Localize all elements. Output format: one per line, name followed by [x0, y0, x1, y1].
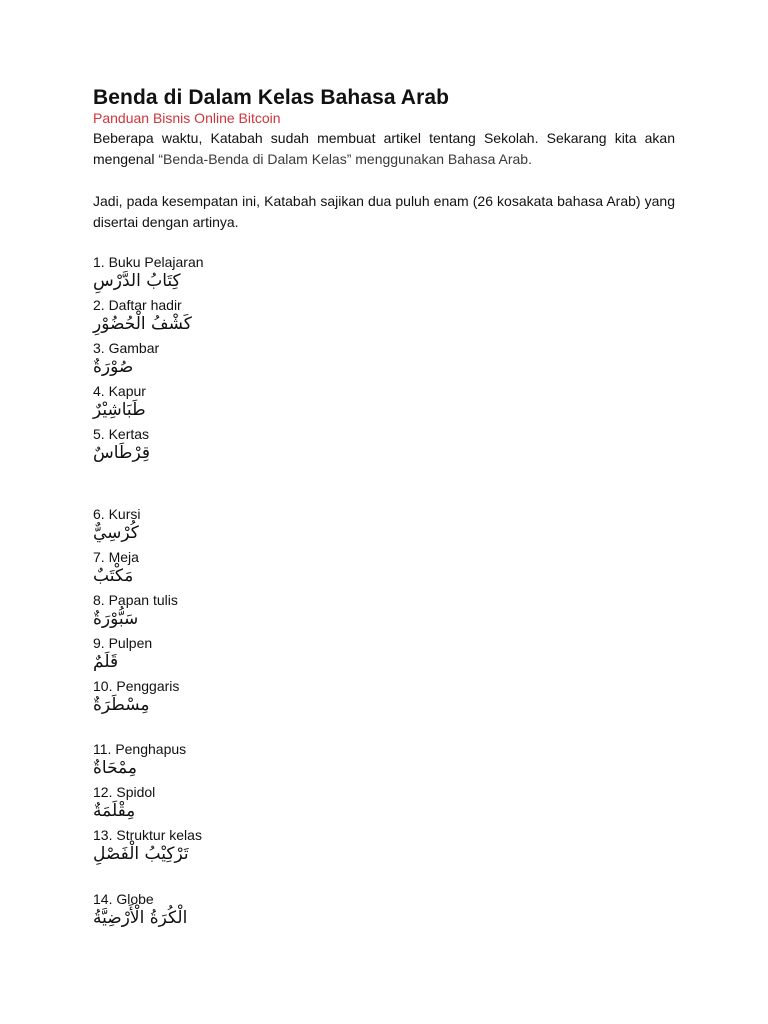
vocab-label: 5. Kertas	[93, 426, 150, 442]
vocab-label: 7. Meja	[93, 549, 139, 565]
vocab-arabic: مِمْحَاةٌ	[93, 758, 137, 778]
intro-quote: “Benda-Benda di Dalam Kelas” menggunakan Bahasa Arab.	[158, 151, 532, 167]
vocab-arabic: كُرْسِيٌّ	[93, 523, 139, 543]
vocab-item	[93, 340, 393, 378]
vocab-item	[93, 592, 393, 630]
vocab-arabic: كِتَابُ الدَّرْسِ	[93, 271, 181, 291]
intro-paragraph-2: Jadi, pada kesempatan ini, Katabah sajikan dua puluh enam (26 kosakata bahasa Arab) yang disertai dengan artinya.	[93, 193, 675, 230]
vocab-arabic: طَبَاشِيْرٌ	[93, 400, 146, 420]
subtitle-link[interactable]: Panduan Bisnis Online Bitcoin	[93, 110, 281, 126]
vocab-label: 6. Kursi	[93, 506, 141, 522]
vocab-label: 10. Penggaris	[93, 678, 180, 694]
vocab-label: 13. Struktur kelas	[93, 827, 202, 843]
vocab-item	[93, 784, 393, 822]
vocab-label: 9. Pulpen	[93, 635, 153, 651]
vocab-item	[93, 426, 393, 464]
vocab-arabic: قِرْطَاسٌ	[93, 443, 150, 463]
vocab-arabic: مِقْلَمَةٌ	[93, 801, 136, 821]
vocab-label: 12. Spidol	[93, 784, 156, 800]
vocab-arabic: تَرْكِيْبُ الْفَصْلِ	[93, 844, 189, 864]
vocab-arabic: سَبُّوْرَةٌ	[93, 609, 139, 629]
vocab-item	[93, 506, 393, 544]
vocab-label: 1. Buku Pelajaran	[93, 254, 204, 270]
vocab-arabic: قَلَمٌ	[93, 652, 119, 672]
vocab-item	[93, 741, 393, 779]
vocab-item	[93, 678, 393, 716]
vocab-item	[93, 549, 393, 587]
vocab-item	[93, 297, 393, 335]
vocab-label: 14. Globe	[93, 891, 154, 907]
intro-text: Beberapa waktu, Katabah sudah membuat artikel tentang Sekolah. Sekarang kita akan mengenal	[93, 130, 675, 167]
page-title: Benda di Dalam Kelas Bahasa Arab	[93, 86, 450, 109]
vocab-label: 2. Daftar hadir	[93, 297, 182, 313]
vocab-arabic: مَكْتَبٌ	[93, 566, 134, 586]
vocab-arabic: الْكُرَةُ الْأَرْضِيَّةُ	[93, 908, 188, 928]
intro-paragraph	[93, 128, 675, 170]
vocab-item	[93, 635, 393, 673]
vocab-label: 11. Penghapus	[93, 741, 187, 757]
vocab-label: 3. Gambar	[93, 340, 160, 356]
vocab-item	[93, 827, 393, 865]
vocab-item	[93, 891, 393, 929]
vocab-item	[93, 254, 393, 292]
vocab-item	[93, 383, 393, 421]
vocab-arabic: مِسْطَرَةٌ	[93, 695, 150, 715]
vocab-label: 4. Kapur	[93, 383, 146, 399]
vocab-arabic: كَشْفُ الْحُضُوْرِ	[93, 314, 192, 334]
vocab-arabic: صُوْرَةٌ	[93, 357, 134, 377]
vocab-label: 8. Papan tulis	[93, 592, 178, 608]
